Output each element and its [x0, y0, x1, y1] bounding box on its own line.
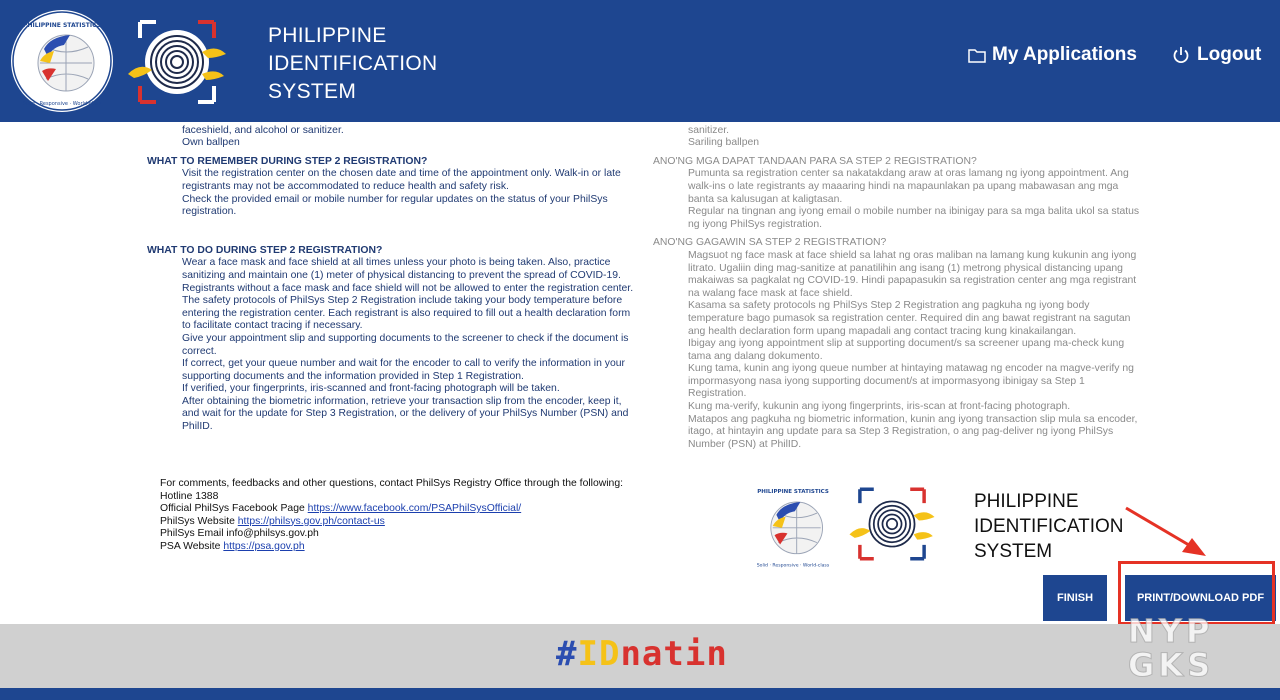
- watermark-line: NYP: [1128, 612, 1214, 650]
- psa-seal-logo: [10, 9, 114, 113]
- english-instructions: [147, 112, 637, 434]
- red-arrow-annotation: [1120, 502, 1210, 562]
- website-link[interactable]: https://philsys.gov.ph/contact-us: [237, 515, 385, 527]
- list-item: sanitizer.: [688, 124, 730, 136]
- svg-text:PHILIPPINE STATISTICS: PHILIPPINE STATISTICS: [23, 22, 101, 29]
- my-applications-label: My Applications: [992, 44, 1137, 65]
- contact-intro: For comments, feedbacks and other questions, contact PhilSys Registry Office through the following:: [160, 478, 624, 489]
- psa-seal-logo: [745, 478, 841, 574]
- facebook-link[interactable]: https://www.facebook.com/PSAPhilSysOfficial/: [307, 503, 522, 515]
- folder-icon: [968, 47, 986, 63]
- section-heading: WHAT TO DO DURING STEP 2 REGISTRATION?: [147, 244, 383, 256]
- list-item: Visit the registration center on the chosen date and time of the appointment only. Walk-in or late registrants may not be accommodated to reduce health and safety risk.: [182, 168, 621, 192]
- logout-label: Logout: [1197, 44, 1262, 65]
- idnatin-hashtag: [556, 634, 728, 674]
- list-item: Wear a face mask and face shield at all times unless your photo is being taken. Also, practice sanitizing and maintain one (1) meter of physical distancing to prevent the spread of COVID-19. Registrants without a face mask and face shield will not be allowed to enter the registration center.: [182, 257, 634, 294]
- list-item: faceshield, and alcohol or sanitizer.: [182, 124, 344, 136]
- tagalog-instructions: [653, 112, 1143, 451]
- svg-text:Solid · Responsive · World-cla: Solid · Responsive · World-class: [22, 101, 102, 107]
- finish-button[interactable]: FINISH: [1043, 575, 1107, 621]
- philsys-wordmark: [974, 489, 1124, 564]
- my-applications-link[interactable]: [968, 44, 1137, 66]
- logout-link[interactable]: [1171, 44, 1261, 66]
- print-download-pdf-button[interactable]: PRINT/DOWNLOAD PDF: [1125, 575, 1276, 621]
- hashtag-natin: natin: [620, 634, 728, 674]
- list-item: Kung tama, kunin ang iyong queue number at hintaying matawag ng encoder na magve-verify ng impormasyong nasa iyong supporting document/s at impormasyong ibinigay sa Step 1 Registration.: [688, 363, 1134, 400]
- site-title-line: PHILIPPINE: [268, 24, 387, 47]
- watermark-line: GKS: [1128, 646, 1215, 684]
- site-watermark: [1128, 614, 1268, 684]
- list-item: After obtaining the biometric information, retrieve your transaction slip from the encoder, keep it, and wait for the update for Step 3 Registration, or the delivery of your PhilSys Number (PSN) and PhilID.: [182, 395, 629, 433]
- psa-website-label: PSA Website: [160, 540, 224, 552]
- site-title-line: SYSTEM: [268, 80, 357, 103]
- list-item: If verified, your fingerprints, iris-scanned and front-facing photograph will be taken.: [182, 383, 560, 395]
- list-item: Ibigay ang iyong appointment slip at supporting document/s sa screener upang ma-check kung tama ang dalang dokumento.: [688, 338, 1125, 362]
- wordmark-line: PHILIPPINE: [974, 491, 1079, 512]
- svg-text:Solid · Responsive · World-cla: Solid · Responsive · World-class: [756, 563, 830, 569]
- list-item: Give your appointment slip and supporting documents to the screener to check if the document is correct.: [182, 332, 629, 357]
- wordmark-line: SYSTEM: [974, 541, 1053, 562]
- wordmark-line: IDENTIFICATION: [974, 516, 1124, 537]
- facebook-line: [160, 503, 680, 516]
- website-label: PhilSys Website: [160, 515, 238, 527]
- top-header: [0, 0, 1280, 122]
- list-item: Magsuot ng face mask at face shield sa lahat ng oras maliban na lamang kung kukunin ang iyong litrato. Ugaliin ding mag-sanitize at panatilihin ang isang (1) metrong physical distancing upang makaiwas sa pagkalat ng COVID-19. Hindi papapasukin sa registration center ang mga registrant na walang face mask at face shield.: [688, 249, 1137, 299]
- instructions-content: [0, 112, 1280, 624]
- spacer: [147, 219, 637, 245]
- hotline-text: Hotline 1388: [160, 490, 219, 502]
- list-item: Own ballpen: [182, 137, 240, 149]
- psa-website-line: [160, 541, 680, 554]
- footer-band: [0, 624, 1280, 688]
- site-title-line: IDENTIFICATION: [268, 52, 438, 75]
- list-item: Kung ma-verify, kukunin ang iyong fingerprints, iris-scan at front-facing photograph.: [688, 401, 1071, 413]
- svg-text:PHILIPPINE STATISTICS: PHILIPPINE STATISTICS: [757, 488, 829, 495]
- list-item: Matapos ang pagkuha ng biometric information, kunin ang iyong transaction slip mula sa encoder, itago, at hintayin ang update para sa Step 3 Registration, o ang pag-deliver ng iyong PhilSys Number (PSN) at PhilID.: [688, 413, 1138, 450]
- contact-info: [160, 478, 680, 554]
- list-item: Regular na tingnan ang iyong email o mobile number na ibinigay para sa mga balita ukol sa status ng iyong PhilSys registration.: [688, 206, 1140, 230]
- list-item: Check the provided email or mobile number for regular updates on the status of your PhilSys registration.: [182, 193, 608, 218]
- hashtag-id: ID: [577, 634, 621, 674]
- list-item: If correct, get your queue number and wait for the encoder to call to verify the information in your supporting documents and the information provided in Step 1 Registration.: [182, 358, 625, 382]
- list-item: The safety protocols of PhilSys Step 2 Registration include taking your body temperature before entering the registration center. Each registrant is also required to fill out a health declaration form to facilitate contact tracing if necessary.: [182, 295, 631, 332]
- section-heading: ANO'NG GAGAWIN SA STEP 2 REGISTRATION?: [653, 237, 887, 249]
- email-text: PhilSys Email info@philsys.gov.ph: [160, 528, 319, 540]
- hashtag-symbol: #: [556, 634, 578, 674]
- philsys-fingerprint-logo: [846, 484, 938, 564]
- footer-bar: [0, 688, 1280, 700]
- facebook-label: Official PhilSys Facebook Page: [160, 503, 308, 515]
- philsys-fingerprint-logo: [124, 18, 230, 106]
- section-heading: WHAT TO REMEMBER DURING STEP 2 REGISTRATION?: [147, 155, 428, 167]
- list-item: Kasama sa safety protocols ng PhilSys Step 2 Registration ang pagkuha ng iyong body temperature bago pumasok sa registration center. Required din ang bawat registrant na sagutan ang health declaration form upang mapadali ang contact tracing kung kinakailangan.: [688, 300, 1131, 337]
- list-item: Sariling ballpen: [688, 137, 760, 149]
- site-title: [268, 22, 437, 106]
- section-heading: ANO'NG MGA DAPAT TANDAAN PARA SA STEP 2 REGISTRATION?: [653, 155, 977, 167]
- list-item: Pumunta sa registration center sa nakatakdang araw at oras lamang ng iyong appointment. Ang walk-ins o late registrants ay maaaring hindi na mapaunlakan pa upang mabawasan ang mga banta sa kalusugan at kaligtasan.: [688, 168, 1129, 205]
- psa-website-link[interactable]: https://psa.gov.ph: [223, 540, 305, 552]
- power-icon: [1171, 45, 1191, 65]
- website-line: [160, 516, 680, 529]
